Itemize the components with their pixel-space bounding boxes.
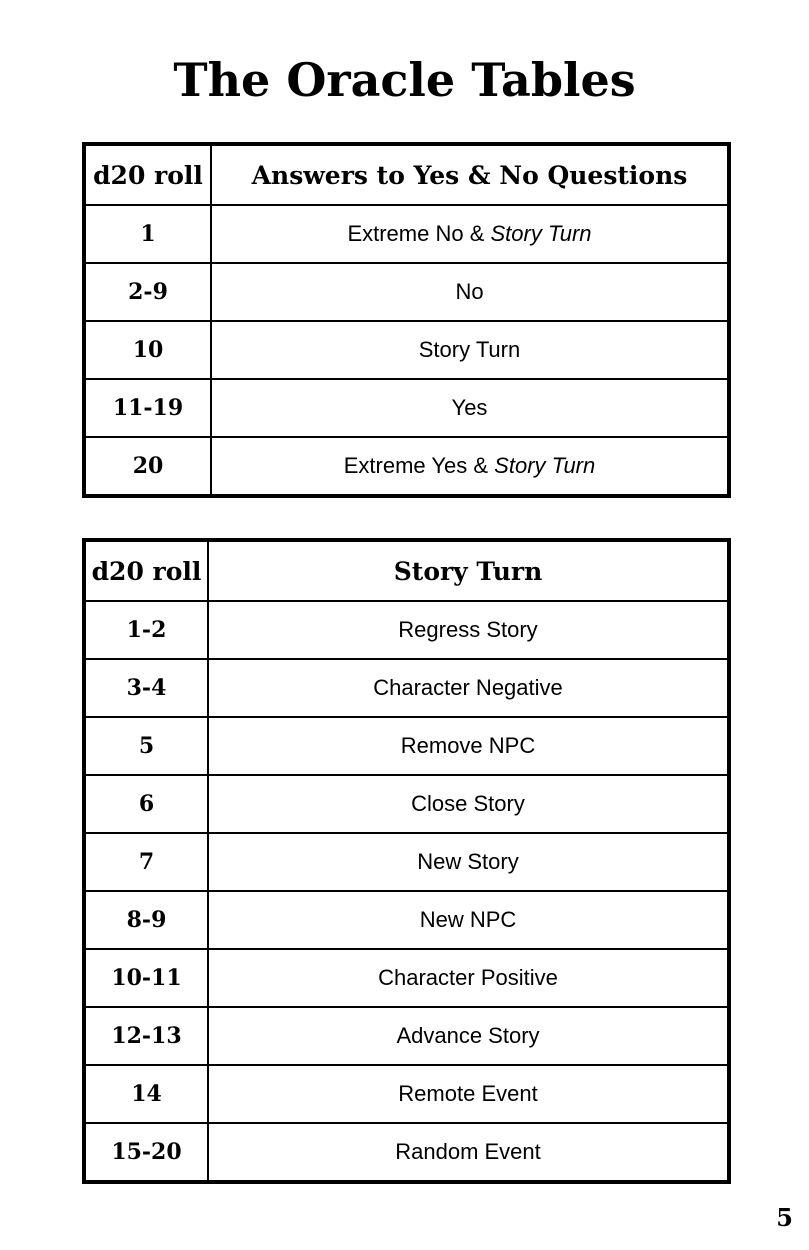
result-text: No <box>455 279 484 304</box>
result-cell <box>211 263 729 321</box>
table-row <box>84 321 729 379</box>
result-text: Yes <box>451 395 488 420</box>
result-cell: Character Negative <box>208 659 729 717</box>
table-row <box>84 379 729 437</box>
page-number: 5 <box>776 1203 793 1232</box>
result-text: Story Turn <box>418 337 521 362</box>
column-header-roll: d20 roll <box>84 144 211 205</box>
column-header-result: Story Turn <box>208 540 729 601</box>
roll-cell: 8-9 <box>84 891 208 949</box>
roll-cell: 15-20 <box>84 1123 208 1182</box>
result-italic-text: Story Turn <box>494 453 596 478</box>
table-row <box>84 1065 729 1123</box>
result-cell: Character Positive <box>208 949 729 1007</box>
table-row <box>84 1007 729 1065</box>
roll-cell: 10-11 <box>84 949 208 1007</box>
roll-cell: 7 <box>84 833 208 891</box>
answers-table <box>82 142 731 498</box>
roll-cell: 3-4 <box>84 659 208 717</box>
table-row <box>84 833 729 891</box>
roll-cell: 1-2 <box>84 601 208 659</box>
table-row <box>84 1123 729 1182</box>
table-row <box>84 437 729 496</box>
result-text: Extreme No & <box>347 221 491 246</box>
result-cell <box>211 379 729 437</box>
roll-cell: 1 <box>84 205 211 263</box>
roll-cell: 5 <box>84 717 208 775</box>
roll-cell: 10 <box>84 321 211 379</box>
column-header-result: Answers to Yes & No Questions <box>211 144 729 205</box>
table-row <box>84 659 729 717</box>
page-title: The Oracle Tables <box>173 53 636 107</box>
table-row <box>84 949 729 1007</box>
result-cell: Close Story <box>208 775 729 833</box>
result-cell: Remote Event <box>208 1065 729 1123</box>
table-row <box>84 891 729 949</box>
result-cell: New NPC <box>208 891 729 949</box>
table-row <box>84 717 729 775</box>
result-cell <box>211 205 729 263</box>
result-cell <box>211 321 729 379</box>
roll-cell: 2-9 <box>84 263 211 321</box>
roll-cell: 6 <box>84 775 208 833</box>
table-row <box>84 775 729 833</box>
table-row <box>84 205 729 263</box>
roll-cell: 12-13 <box>84 1007 208 1065</box>
result-cell: Remove NPC <box>208 717 729 775</box>
table-header-row <box>84 144 729 205</box>
column-header-roll: d20 roll <box>84 540 208 601</box>
story-turn-table <box>82 538 731 1184</box>
table-header-row <box>84 540 729 601</box>
roll-cell: 20 <box>84 437 211 496</box>
result-cell: Random Event <box>208 1123 729 1182</box>
result-italic-text: Story Turn <box>490 221 592 246</box>
result-cell <box>211 437 729 496</box>
table-row <box>84 601 729 659</box>
result-cell: Regress Story <box>208 601 729 659</box>
result-cell: Advance Story <box>208 1007 729 1065</box>
roll-cell: 11-19 <box>84 379 211 437</box>
result-text: Extreme Yes & <box>343 453 495 478</box>
result-cell: New Story <box>208 833 729 891</box>
table-row <box>84 263 729 321</box>
roll-cell: 14 <box>84 1065 208 1123</box>
